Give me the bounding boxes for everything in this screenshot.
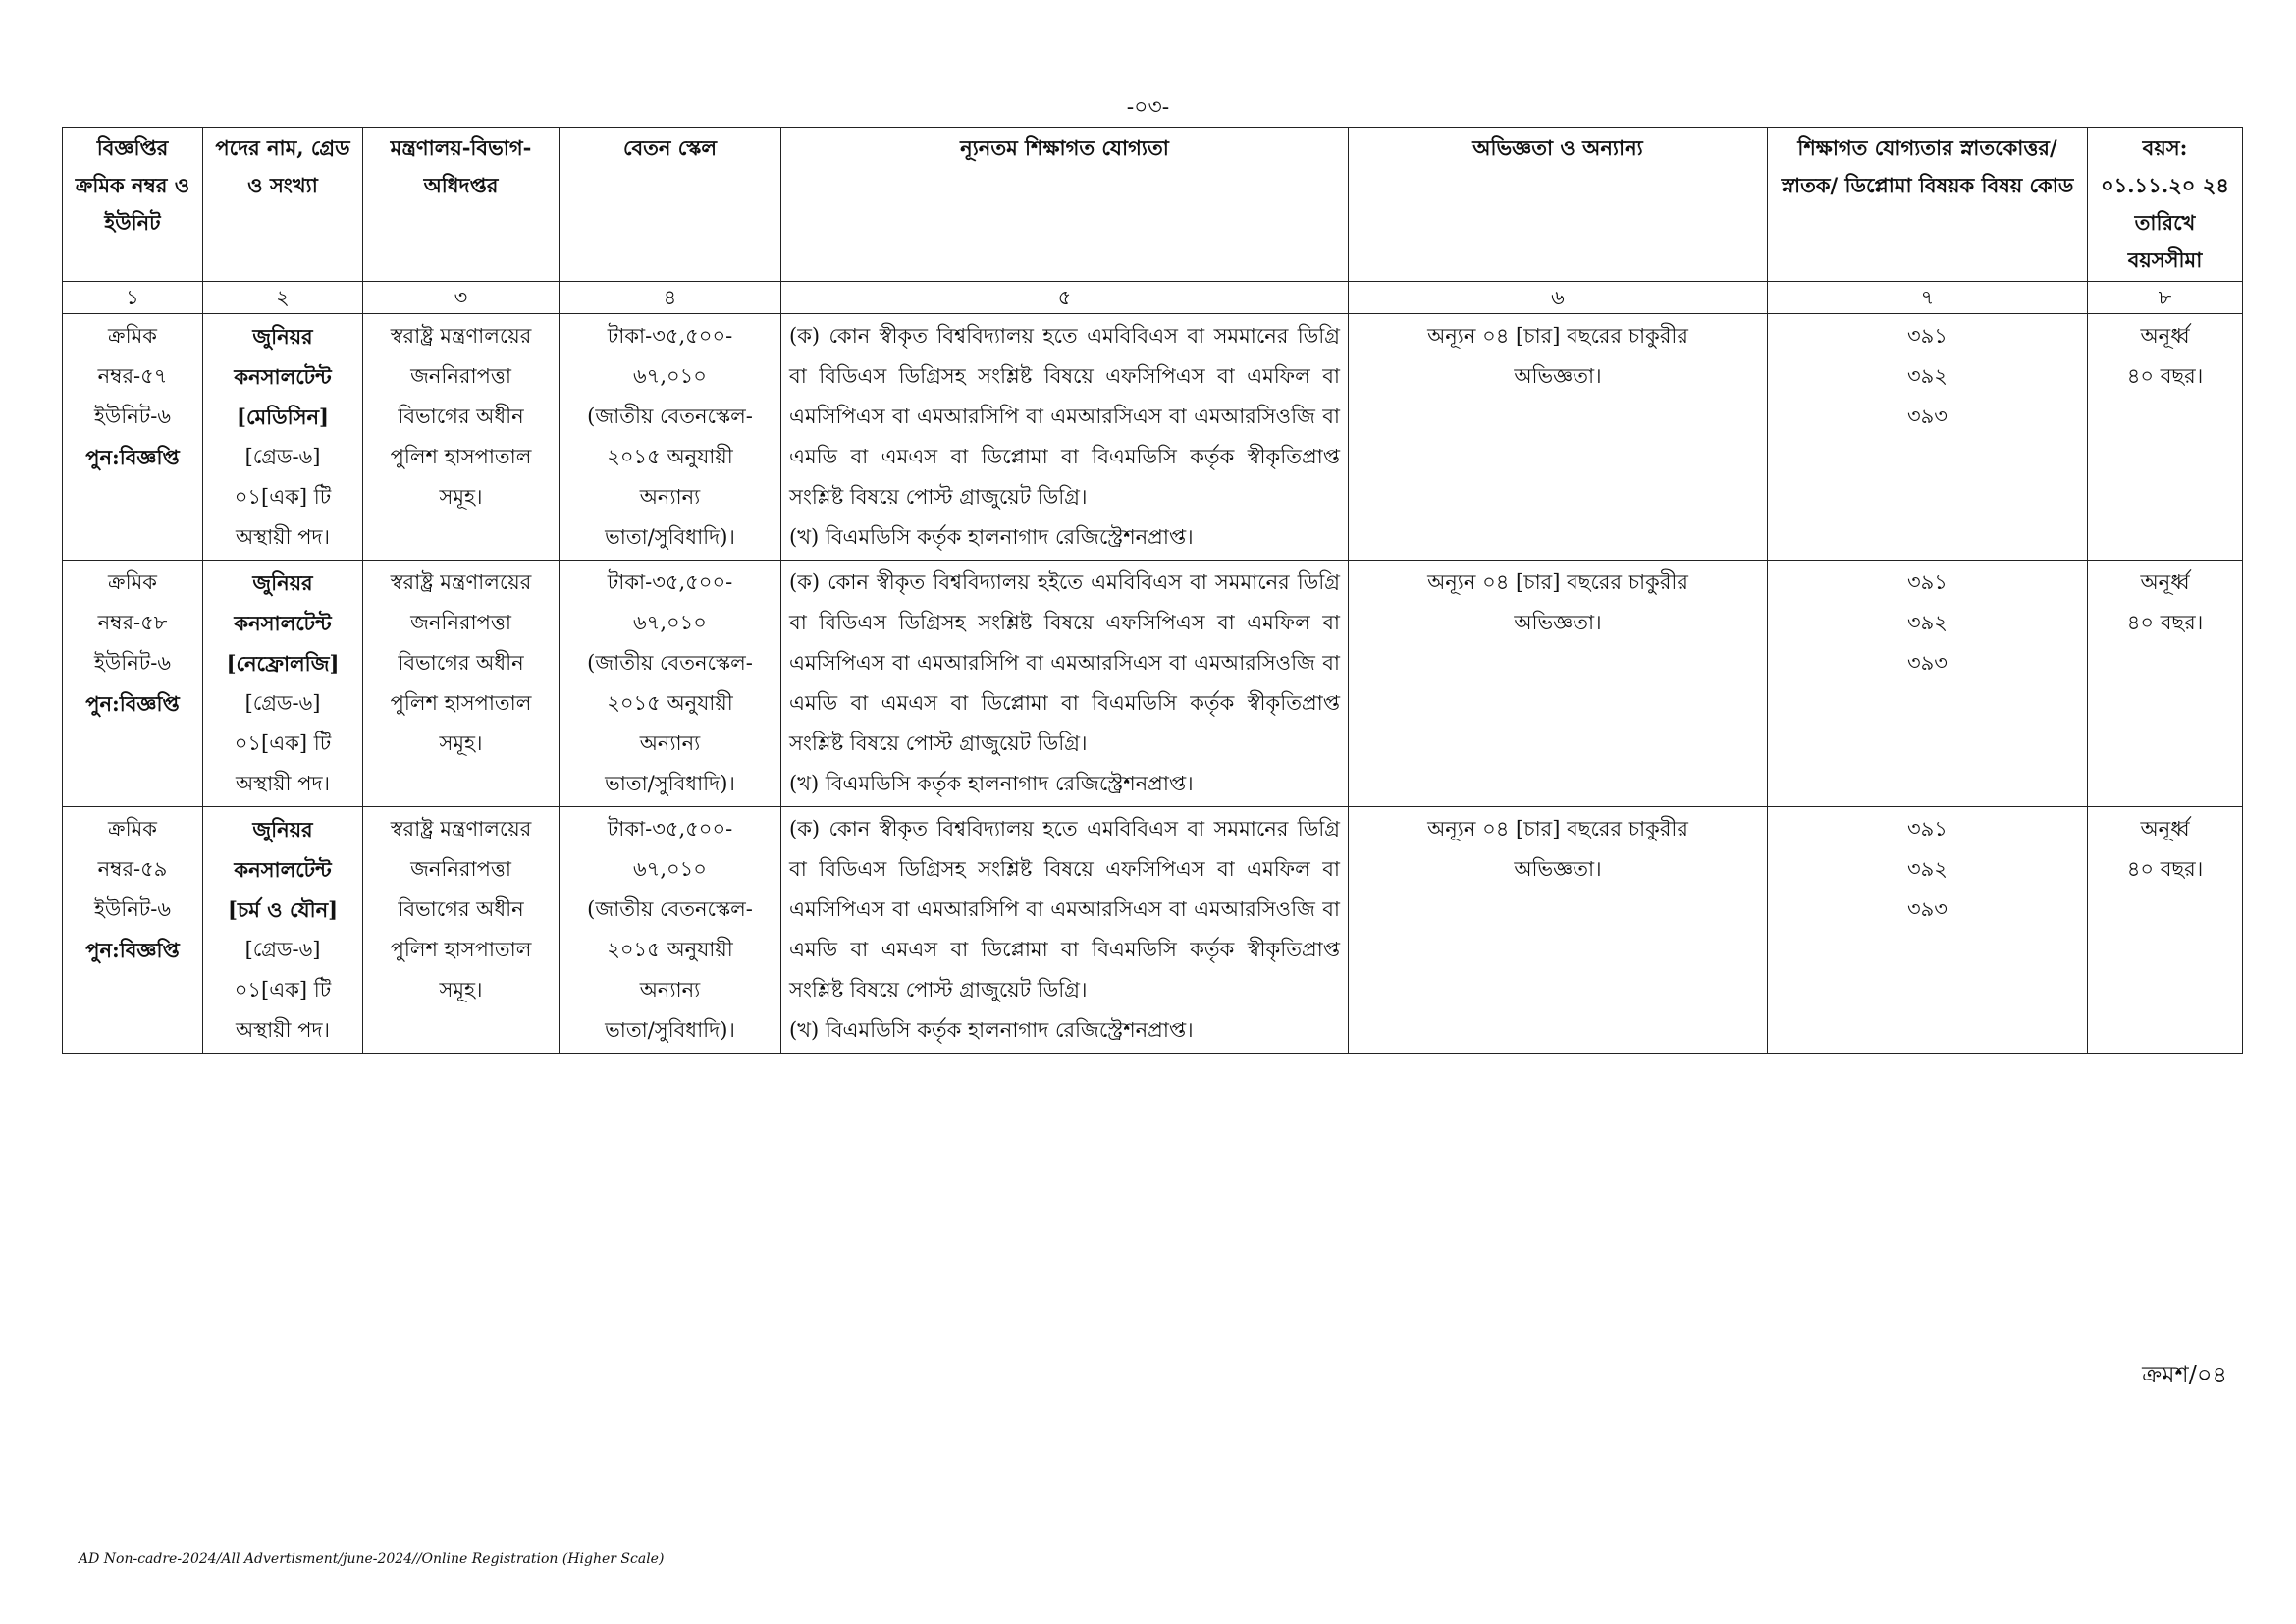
page-number: -০৩-	[1126, 95, 1170, 120]
post-title: জুনিয়র	[252, 817, 313, 841]
header-pay-scale: বেতন স্কেল	[560, 128, 781, 282]
experience-cell	[1349, 807, 1768, 1054]
subject-code: ৩৯২	[1907, 857, 1948, 881]
column-number: ১	[63, 282, 203, 314]
header-age: বয়স: ০১.১১.২০ ২৪ তারিখে বয়সসীমা	[2088, 128, 2243, 282]
pay-scale-cell	[560, 314, 781, 561]
ministry-line: স্বরাষ্ট্র মন্ত্রণালয়ের	[390, 324, 532, 348]
post-detail: ০১[এক] টি	[234, 485, 332, 509]
header-experience: অভিজ্ঞতা ও অন্যান্য	[1349, 128, 1768, 282]
age-line: অনূর্ধ্ব	[2140, 817, 2190, 840]
table-row	[63, 807, 2243, 1054]
serial-cell	[63, 314, 203, 561]
header-post: পদের নাম, গ্রেড ও সংখ্যা	[203, 128, 363, 282]
experience-line: অভিজ্ঞতা।	[1514, 857, 1602, 881]
serial-line: ইউনিট-৬	[93, 897, 171, 921]
age-line: ৪০ বছর।	[2126, 857, 2204, 881]
ministry-cell	[363, 314, 560, 561]
qualification-a: (ক) কোন স্বীকৃত বিশ্ববিদ্যালয় হতে এমবিবিএস বা সমমানের ডিগ্রি বা বিডিএস ডিগ্রিসহ সংশ্লিষ্ট বিষয়ে এফসিপিএস বা এমফিল বা এমসিপিএস বা এমআরসিপি বা এমআরসিএস বা এমআরসিওজি বা এমডি বা এমএস বা ডিপ্লোমা বা বিএমডিসি কর্তৃক স্বীকৃতিপ্রাপ্ত সংশ্লিষ্ট বিষয়ে পোস্ট গ্রাজুয়েট ডিগ্রি।	[789, 817, 1340, 1001]
pay-scale-cell	[560, 561, 781, 807]
readvertisement-label: পুন:বিজ্ঞপ্তি	[85, 938, 180, 962]
ministry-line: সমূহ।	[439, 485, 483, 509]
pay-line: টাকা-৩৫,৫০০-	[607, 570, 733, 594]
qualification-a: (ক) কোন স্বীকৃত বিশ্ববিদ্যালয় হইতে এমবিবিএস বা সমমানের ডিগ্রি বা বিডিএস ডিগ্রিসহ সংশ্লিষ্ট বিষয়ে এফসিপিএস বা এমফিল বা এমসিপিএস বা এমআরসিপি বা এমআরসিএস বা এমআরসিওজি বা এমডি বা এমএস বা ডিপ্লোমা বা বিএমডিসি কর্তৃক স্বীকৃতিপ্রাপ্ত সংশ্লিষ্ট বিষয়ে পোস্ট গ্রাজুয়েট ডিগ্রি।	[789, 570, 1340, 755]
post-detail: অস্থায়ী পদ।	[235, 772, 331, 795]
header-subject-code: শিক্ষাগত যোগ্যতার স্নাতকোত্তর/স্নাতক/ ডিপ্লোমা বিষয়ক বিষয় কোড	[1768, 128, 2088, 282]
column-number-row	[63, 282, 2243, 314]
serial-line: নম্বর-৫৭	[97, 364, 168, 388]
post-detail: [গ্রেড-৬]	[244, 691, 321, 715]
pay-line: টাকা-৩৫,৫০০-	[607, 324, 733, 348]
experience-line: অন্যূন ০৪ [চার] বছরের চাকুরীর	[1427, 570, 1688, 594]
ministry-line: স্বরাষ্ট্র মন্ত্রণালয়ের	[390, 570, 532, 594]
serial-line: ইউনিট-৬	[93, 405, 171, 428]
ministry-line: সমূহ।	[439, 731, 483, 755]
qualification-b: (খ) বিএমডিসি কর্তৃক হালনাগাদ রেজিস্ট্রেশনপ্রাপ্ত।	[789, 1018, 1194, 1042]
ministry-line: বিভাগের অধীন	[398, 897, 524, 921]
post-title: [চর্ম ও যৌন]	[227, 897, 339, 922]
qualification-a: (ক) কোন স্বীকৃত বিশ্ববিদ্যালয় হতে এমবিবিএস বা সমমানের ডিগ্রি বা বিডিএস ডিগ্রিসহ সংশ্লিষ্ট বিষয়ে এফসিপিএস বা এমফিল বা এমসিপিএস বা এমআরসিপি বা এমআরসিএস বা এমআরসিওজি বা এমডি বা এমএস বা ডিপ্লোমা বা বিএমডিসি কর্তৃক স্বীকৃতিপ্রাপ্ত সংশ্লিষ্ট বিষয়ে পোস্ট গ্রাজুয়েট ডিগ্রি।	[789, 324, 1340, 509]
post-title: [মেডিসিন]	[237, 405, 329, 429]
post-title: জুনিয়র	[252, 570, 313, 595]
column-number: ৩	[363, 282, 560, 314]
age-line: ৪০ বছর।	[2126, 611, 2204, 634]
pay-line: টাকা-৩৫,৫০০-	[607, 817, 733, 840]
serial-line: ইউনিট-৬	[93, 651, 171, 675]
ministry-line: পুলিশ হাসপাতাল	[390, 938, 532, 961]
pay-line: ভাতা/সুবিধাদি)।	[605, 772, 735, 795]
subject-code: ৩৯২	[1907, 364, 1948, 388]
pay-line: অন্যান্য	[639, 731, 701, 755]
ministry-line: জননিরাপত্তা	[410, 364, 511, 388]
pay-line: ২০১৫ অনুযায়ী	[607, 691, 733, 715]
subject-code-cell	[1768, 561, 2088, 807]
experience-line: অভিজ্ঞতা।	[1514, 364, 1602, 388]
pay-line: অন্যান্য	[639, 485, 701, 509]
experience-line: অন্যূন ০৪ [চার] বছরের চাকুরীর	[1427, 817, 1688, 840]
post-title: [নেফ্রোলজি]	[226, 651, 340, 676]
pay-line: (জাতীয় বেতনস্কেল-	[587, 897, 753, 921]
ministry-line: সমূহ।	[439, 978, 483, 1001]
ministry-line: জননিরাপত্তা	[410, 857, 511, 881]
column-number: ৮	[2088, 282, 2243, 314]
header-ministry: মন্ত্রণালয়-বিভাগ-অধিদপ্তর	[363, 128, 560, 282]
serial-line: ক্রমিক	[108, 817, 157, 840]
serial-line: নম্বর-৫৮	[97, 611, 168, 634]
continuation-note: ক্রমশ/০৪	[2142, 1361, 2227, 1388]
header-qualification: ন্যূনতম শিক্ষাগত যোগ্যতা	[781, 128, 1349, 282]
pay-line: ২০১৫ অনুযায়ী	[607, 938, 733, 961]
post-detail: ০১[এক] টি	[234, 978, 332, 1001]
ministry-line: পুলিশ হাসপাতাল	[390, 445, 532, 468]
post-detail: অস্থায়ী পদ।	[235, 525, 331, 549]
qualification-b: (খ) বিএমডিসি কর্তৃক হালনাগাদ রেজিস্ট্রেশনপ্রাপ্ত।	[789, 525, 1194, 549]
age-cell	[2088, 807, 2243, 1054]
serial-line: নম্বর-৫৯	[97, 857, 168, 881]
experience-line: অন্যূন ০৪ [চার] বছরের চাকুরীর	[1427, 324, 1688, 348]
qualification-cell	[781, 807, 1349, 1054]
subject-code: ৩৯৩	[1907, 897, 1948, 921]
readvertisement-label: পুন:বিজ্ঞপ্তি	[85, 691, 180, 716]
post-cell	[203, 807, 363, 1054]
subject-code: ৩৯৩	[1907, 651, 1948, 675]
ministry-line: বিভাগের অধীন	[398, 651, 524, 675]
readvertisement-label: পুন:বিজ্ঞপ্তি	[85, 445, 180, 469]
header-row	[63, 128, 2243, 282]
subject-code-cell	[1768, 314, 2088, 561]
subject-code: ৩৯১	[1907, 570, 1948, 594]
post-cell	[203, 561, 363, 807]
pay-line: (জাতীয় বেতনস্কেল-	[587, 651, 753, 675]
subject-code: ৩৯১	[1907, 817, 1948, 840]
experience-cell	[1349, 314, 1768, 561]
age-cell	[2088, 314, 2243, 561]
pay-line: ভাতা/সুবিধাদি)।	[605, 525, 735, 549]
post-title: কনসালটেন্ট	[234, 364, 332, 389]
ministry-cell	[363, 561, 560, 807]
serial-cell	[63, 807, 203, 1054]
column-number: ২	[203, 282, 363, 314]
pay-line: ৬৭,০১০	[633, 611, 707, 634]
post-cell	[203, 314, 363, 561]
table-row	[63, 314, 2243, 561]
serial-line: ক্রমিক	[108, 570, 157, 594]
qualification-cell	[781, 314, 1349, 561]
age-line: অনূর্ধ্ব	[2140, 324, 2190, 348]
pay-line: (জাতীয় বেতনস্কেল-	[587, 405, 753, 428]
post-title: জুনিয়র	[252, 324, 313, 349]
recruitment-table	[62, 127, 2243, 1054]
qualification-b: (খ) বিএমডিসি কর্তৃক হালনাগাদ রেজিস্ট্রেশনপ্রাপ্ত।	[789, 772, 1194, 795]
post-title: কনসালটেন্ট	[234, 611, 332, 635]
ministry-line: স্বরাষ্ট্র মন্ত্রণালয়ের	[390, 817, 532, 840]
age-cell	[2088, 561, 2243, 807]
table-row	[63, 561, 2243, 807]
ministry-cell	[363, 807, 560, 1054]
ministry-line: জননিরাপত্তা	[410, 611, 511, 634]
pay-line: অন্যান্য	[639, 978, 701, 1001]
experience-line: অভিজ্ঞতা।	[1514, 611, 1602, 634]
post-detail: [গ্রেড-৬]	[244, 445, 321, 468]
serial-line: ক্রমিক	[108, 324, 157, 348]
post-title: কনসালটেন্ট	[234, 857, 332, 882]
header-serial: বিজ্ঞপ্তির ক্রমিক নম্বর ও ইউনিট	[63, 128, 203, 282]
pay-scale-cell	[560, 807, 781, 1054]
subject-code: ৩৯২	[1907, 611, 1948, 634]
post-detail: ০১[এক] টি	[234, 731, 332, 755]
ministry-line: পুলিশ হাসপাতাল	[390, 691, 532, 715]
ministry-line: বিভাগের অধীন	[398, 405, 524, 428]
pay-line: ভাতা/সুবিধাদি)।	[605, 1018, 735, 1042]
subject-code-cell	[1768, 807, 2088, 1054]
experience-cell	[1349, 561, 1768, 807]
pay-line: ৬৭,০১০	[633, 364, 707, 388]
footer-reference: AD Non-cadre-2024/All Advertisment/june-2024//Online Registration (Higher Scale)	[79, 1551, 665, 1567]
column-number: ৫	[781, 282, 1349, 314]
column-number: ৪	[560, 282, 781, 314]
age-line: অনূর্ধ্ব	[2140, 570, 2190, 594]
column-number: ৭	[1768, 282, 2088, 314]
post-detail: [গ্রেড-৬]	[244, 938, 321, 961]
qualification-cell	[781, 561, 1349, 807]
column-number: ৬	[1349, 282, 1768, 314]
subject-code: ৩৯৩	[1907, 405, 1948, 428]
pay-line: ৬৭,০১০	[633, 857, 707, 881]
serial-cell	[63, 561, 203, 807]
pay-line: ২০১৫ অনুযায়ী	[607, 445, 733, 468]
subject-code: ৩৯১	[1907, 324, 1948, 348]
post-detail: অস্থায়ী পদ।	[235, 1018, 331, 1042]
age-line: ৪০ বছর।	[2126, 364, 2204, 388]
